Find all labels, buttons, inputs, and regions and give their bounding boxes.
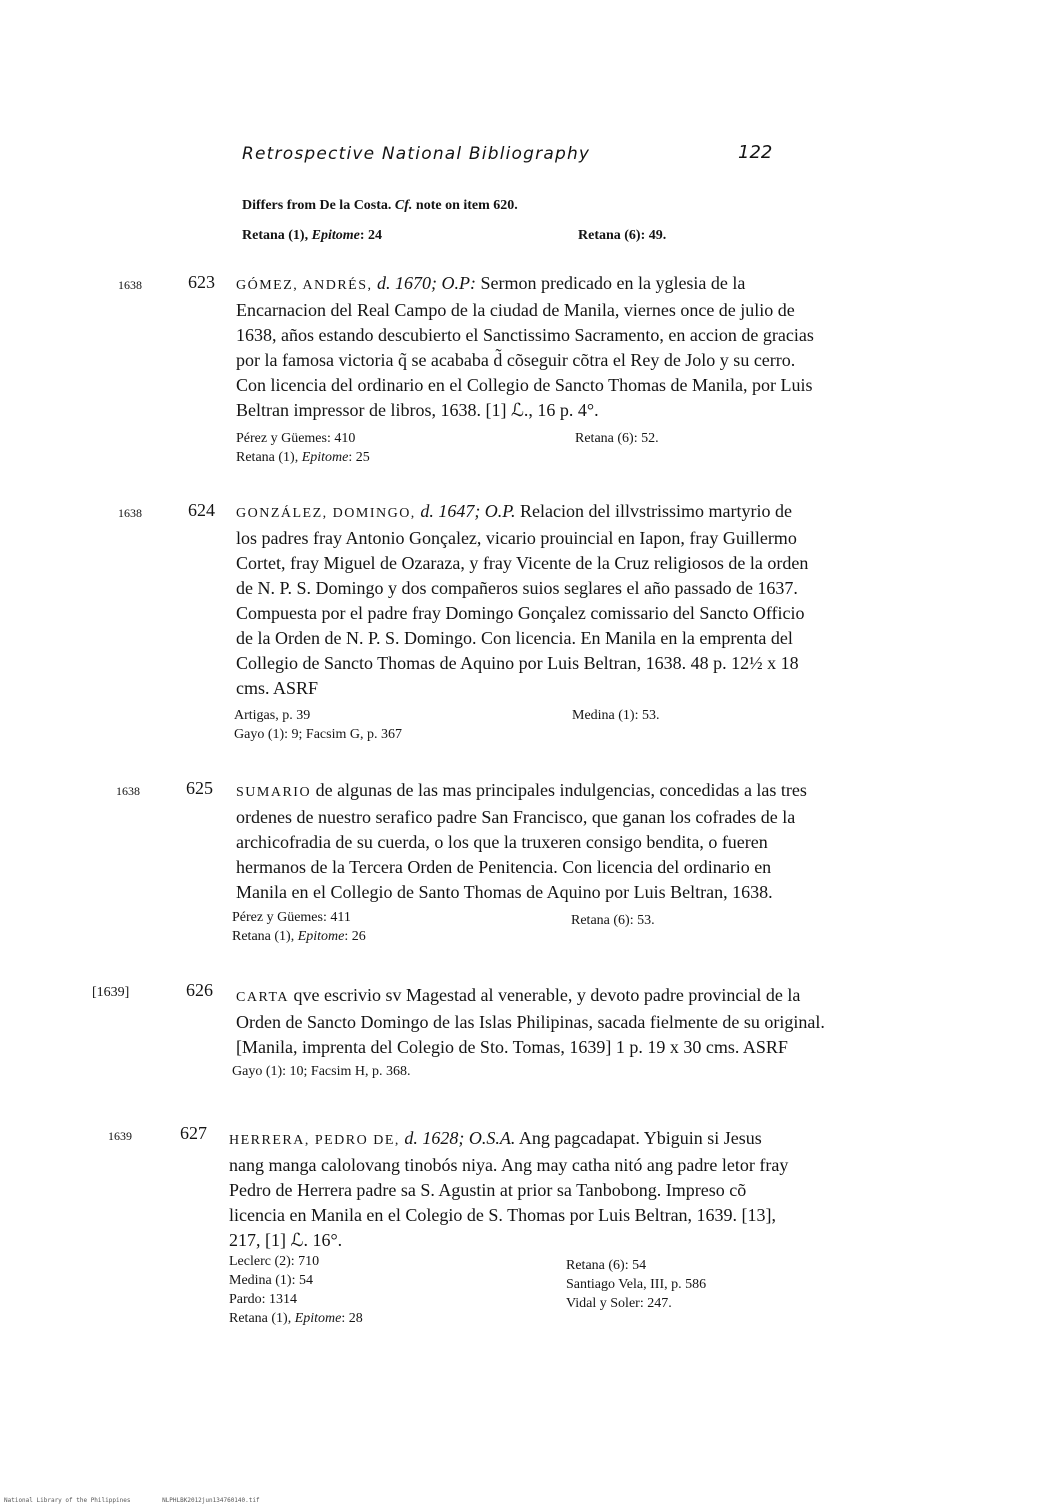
entry-refs-right (571, 911, 655, 930)
carryover-note: Differs from De la Costa. Cf. note on item 620. (242, 198, 518, 213)
entry-number: 623 (188, 272, 215, 292)
ref-item: Pérez y Güemes: 411 (232, 910, 351, 925)
entry-line: Manila en el Collegio de Santo Thomas de Aquino por Luis Beltran, 1638. (236, 882, 773, 902)
entry-line: Ang pagcadapat. Ybiguin si Jesus (518, 1128, 762, 1148)
ref-item: Retana (6): 54 (566, 1258, 647, 1273)
entry-year: 1638 (116, 784, 140, 798)
entry-line: Relacion del illvstrissimo martyrio de (519, 501, 792, 521)
entry-author-suffix: d. 1670; O.P: (377, 273, 476, 293)
entry-line: Compuesta por el padre fray Domingo Gonçalez comissario del Sancto Officio (236, 603, 805, 623)
entry-line-1 (236, 983, 892, 1010)
entry-text (236, 499, 892, 701)
entry-line: 217, [1] ℒ. 16°. (229, 1230, 343, 1250)
entry-text (236, 983, 892, 1060)
entry-author-suffix: d. 1628; O.S.A. (404, 1128, 516, 1148)
entry-line: qve escrivio sv Magestad al venerable, y devoto padre provincial de la (293, 985, 801, 1005)
entry-number: 627 (180, 1123, 207, 1143)
entry-refs-left (232, 908, 366, 946)
entry-line: Orden de Sancto Domingo de las Islas Philipinas, sacada fielmente de su original. (236, 1012, 825, 1032)
footer-library: National Library of the Philippines (4, 1497, 131, 1504)
entry-line: por la famosa victoria q̃ se acababa d̃ cõseguir cõtra el Rey de Jolo y su cerro. (236, 350, 796, 370)
entry-year: 1638 (118, 506, 142, 520)
entry-text (236, 271, 892, 423)
entry-refs-left (236, 429, 370, 467)
entry-line: los padres fray Antonio Gonçalez, vicario prouincial en Iapon, fray Guillermo (236, 528, 797, 548)
ref-item: Retana (6): 53. (571, 913, 655, 928)
entry-author: HERRERA, PEDRO DE, (229, 1133, 400, 1148)
carryover-ref-right: Retana (6): 49. (578, 228, 667, 243)
entry-line: de N. P. S. Domingo y dos compañeros suios seglares el año passado de 1637. (236, 578, 798, 598)
entry-line: Cortet, fray Miguel de Ozaraza, y fray Vicente de la Cruz religiosos de la orden (236, 553, 809, 573)
entry-line-1 (236, 778, 892, 805)
ref-item: Medina (1): 53. (572, 708, 660, 723)
entry-refs-left (232, 1062, 410, 1081)
entry-line: Encarnacion del Real Campo de la ciudad de Manila, viernes once de julio de (236, 300, 795, 320)
entry-line: [Manila, imprenta del Colegio de Sto. Tomas, 1639] 1 p. 19 x 30 cms. ASRF (236, 1037, 788, 1057)
entry-line: Collegio de Sancto Thomas de Aquino por Luis Beltran, 1638. 48 p. 12½ x 18 (236, 653, 799, 673)
entry-author: CARTA (236, 990, 289, 1005)
entry-line-1 (229, 1126, 885, 1153)
carryover-ref-left: Retana (1), Epitome: 24 (242, 228, 383, 243)
footer-file: NLPHLBK2012jun134760140.tif (162, 1497, 260, 1504)
ref-item: Artigas, p. 39 (234, 708, 311, 723)
page-number: 122 (738, 142, 773, 163)
scan-footer (4, 1497, 288, 1504)
entry-line: Sermon predicado en la yglesia de la (480, 273, 746, 293)
entry-line: hermanos de la Tercera Orden de Penitencia. Con licencia del ordinario en (236, 857, 772, 877)
ref-item: Pérez y Güemes: 410 (236, 431, 356, 446)
ref-item: Leclerc (2): 710 (229, 1254, 320, 1269)
entry-refs-right (575, 429, 659, 448)
entry-line: Beltran impressor de libros, 1638. [1] ℒ., 16 p. 4°. (236, 400, 599, 420)
entry-year: 1638 (118, 278, 142, 292)
entry-line: ordenes de nuestro serafico padre San Francisco, que ganan los cofrades de la (236, 807, 796, 827)
ref-item: Retana (1), Epitome: 26 (232, 929, 366, 944)
entry-line: de algunas de las mas principales indulgencias, concedidas a las tres (315, 780, 807, 800)
entry-text (229, 1126, 885, 1253)
ref-item: Retana (6): 52. (575, 431, 659, 446)
entry-number: 626 (186, 980, 213, 1000)
entry-line: de la Orden de N. P. S. Domingo. Con licencia. En Manila en la emprenta del (236, 628, 793, 648)
entry-line: licencia en Manila en el Colegio de S. Thomas por Luis Beltran, 1639. [13], (229, 1205, 777, 1225)
ref-item: Retana (1), Epitome: 25 (236, 450, 370, 465)
entry-line: cms. ASRF (236, 678, 319, 698)
ref-item: Medina (1): 54 (229, 1273, 313, 1288)
entry-line-1 (236, 271, 892, 298)
entry-refs-right (566, 1256, 706, 1313)
entry-year: [1639] (92, 985, 130, 1000)
entry-refs-left (234, 706, 402, 744)
ref-item: Gayo (1): 10; Facsim H, p. 368. (232, 1064, 411, 1079)
entry-line: nang manga calolovang tinobós niya. Ang may catha nitó ang padre letor fray (229, 1155, 789, 1175)
entry-author: GÓMEZ, ANDRÉS, (236, 278, 373, 293)
entry-line: Pedro de Herrera padre sa S. Agustin at prior sa Tanbobong. Impreso cõ (229, 1180, 747, 1200)
ref-item: Gayo (1): 9; Facsim G, p. 367 (234, 727, 402, 742)
ref-item: Pardo: 1314 (229, 1292, 298, 1307)
entry-refs-left (229, 1252, 363, 1328)
ref-item: Santiago Vela, III, p. 586 (566, 1277, 707, 1292)
entry-number: 624 (188, 500, 215, 520)
entry-line: 1638, años estando descubierto el Sanctissimo Sacramento, en accion de gracias (236, 325, 814, 345)
entry-line-1 (236, 499, 892, 526)
entry-line: archicofradia de su cuerda, o los que la truxeren consigo bendita, o fueren (236, 832, 768, 852)
ref-item: Vidal y Soler: 247. (566, 1296, 672, 1311)
entry-author: SUMARIO (236, 785, 312, 800)
entry-year: 1639 (108, 1129, 132, 1143)
entry-line: Con licencia del ordinario en el Collegio de Sancto Thomas de Manila, por Luis (236, 375, 813, 395)
entry-refs-right (572, 706, 659, 725)
entry-author-suffix: d. 1647; O.P. (420, 501, 516, 521)
entry-text (236, 778, 892, 905)
entry-number: 625 (186, 778, 213, 798)
running-header-title: Retrospective National Bibliography (242, 144, 591, 164)
ref-item: Retana (1), Epitome: 28 (229, 1311, 363, 1326)
entry-author: GONZÁLEZ, DOMINGO, (236, 506, 416, 521)
